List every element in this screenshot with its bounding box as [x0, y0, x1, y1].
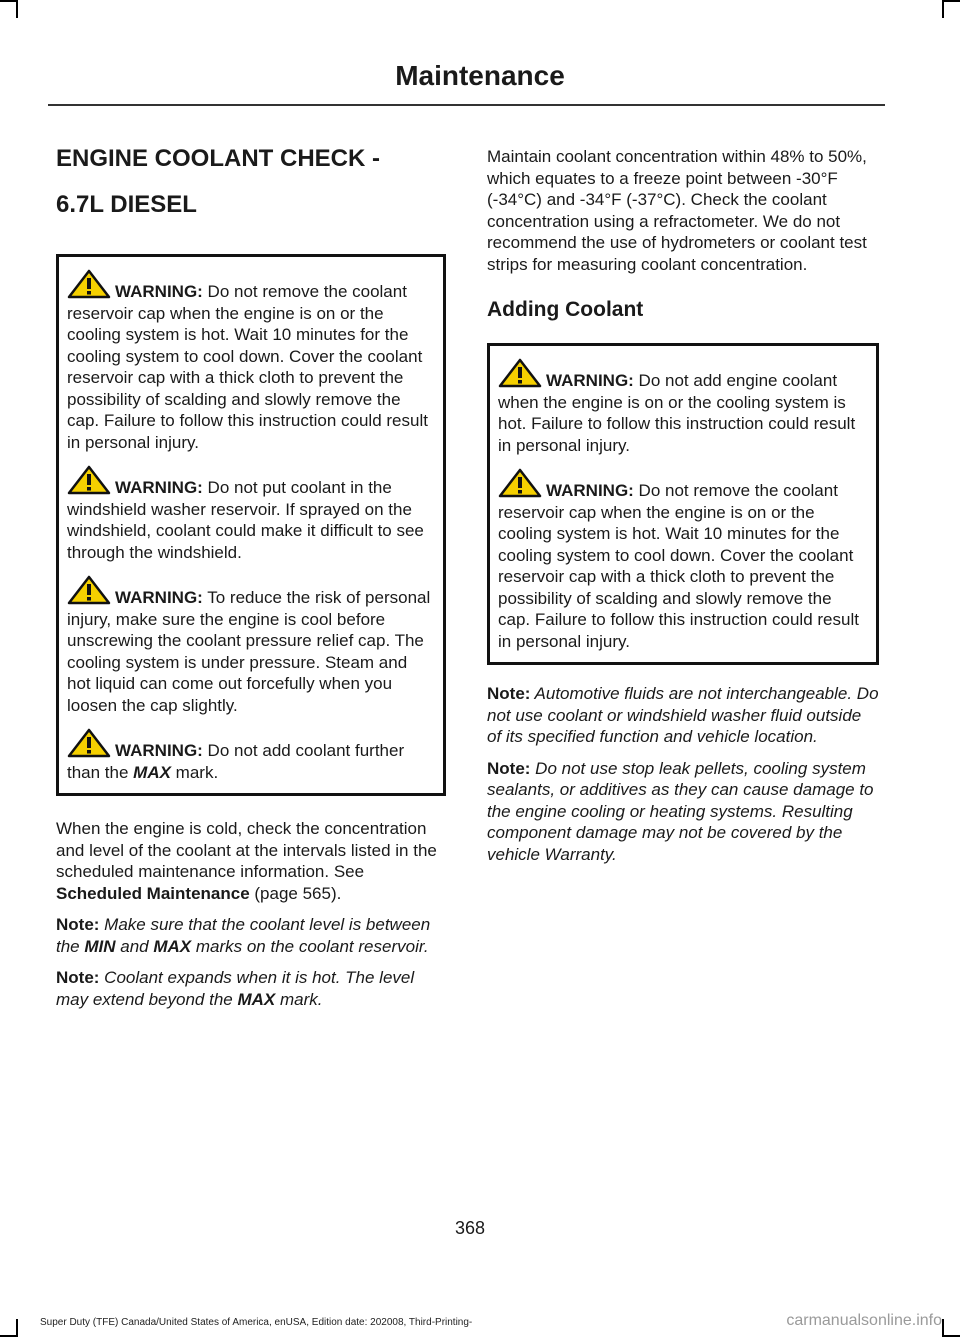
- crop-mark: [942, 0, 960, 2]
- warning-text: Do not remove the coolant reservoir cap when the engine is on or the cooling system is hot. Wait 10 minutes for the cooling system to cool down. Cover the coolant reservoir cap with a thick cloth to prevent the possibility of scalding and slowly remove the cap. Failure to follow this instruction could result in personal injury.: [498, 481, 859, 651]
- warning-item: [498, 468, 868, 652]
- max-mark-label: MAX: [153, 936, 192, 956]
- section-heading: [56, 140, 446, 224]
- max-mark-label: MAX: [133, 762, 171, 782]
- note-fluids: [487, 683, 879, 748]
- max-mark-label: MAX: [237, 989, 276, 1009]
- warning-triangle-icon: [67, 728, 111, 758]
- warning-triangle-icon: [498, 468, 542, 498]
- right-column: [487, 146, 879, 865]
- crop-mark: [942, 1319, 944, 1337]
- section-heading-line-2: 6.7L DIESEL: [56, 191, 197, 218]
- warning-box: [487, 343, 879, 665]
- warning-text: Do not put coolant in the windshield washer reservoir. If sprayed on the windshield, coolant could make it difficult to see through the windshield.: [67, 478, 424, 562]
- crop-mark: [16, 0, 18, 18]
- note-stop-leak: [487, 758, 879, 866]
- warning-box: [56, 254, 446, 796]
- warning-label: WARNING:: [115, 588, 203, 607]
- warning-label: WARNING:: [115, 282, 203, 301]
- left-column: [56, 140, 446, 1010]
- note-text: Coolant expands when it is hot. The level may extend beyond the: [56, 968, 415, 1009]
- crop-mark: [16, 1319, 18, 1337]
- page-reference: (page 565).: [249, 883, 342, 903]
- warning-text: Do not add coolant further than the: [67, 741, 405, 782]
- warning-label: WARNING:: [546, 481, 634, 500]
- warning-label: WARNING:: [546, 371, 634, 390]
- warning-text: Do not add engine coolant when the engine is on or the cooling system is hot. Failure to follow this instruction could result in personal injury.: [498, 371, 856, 455]
- crop-mark: [942, 0, 944, 18]
- coolant-check-paragraph: [56, 818, 446, 904]
- note-text: Make sure that the coolant level is between the: [56, 915, 431, 956]
- note-text: Do not use stop leak pellets, cooling system sealants, or additives as they can cause damage to the engine cooling or heating systems. Resulting component damage may not be covered by the vehicle Warranty.: [487, 758, 874, 864]
- note-label: Note:: [56, 915, 100, 934]
- warning-text: To reduce the risk of personal injury, make sure the engine is cool before unscrewing the coolant pressure relief cap. The cooling system is under pressure. Steam and hot liquid can come out forcefully when you loosen the cap slightly.: [67, 588, 431, 715]
- warning-text: Do not remove the coolant reservoir cap when the engine is on or the cooling system is hot. Wait 10 minutes for the cooling system to cool down. Cover the coolant reservoir cap with a thick cloth to prevent the possibility of scalding and slowly remove the cap. Failure to follow this instruction could result in personal injury.: [67, 282, 428, 452]
- concentration-paragraph: Maintain coolant concentration within 48% to 50%, which equates to a freeze point between -30°F (-34°C) and -34°F (-37°C). Check the coolant concentration using a refractometer. We do not recommend the use of hydrometers or coolant test strips for measuring coolant concentration.: [487, 147, 867, 274]
- warning-label: WARNING:: [115, 741, 203, 760]
- warning-item: [498, 358, 868, 456]
- warning-item: [67, 728, 435, 783]
- footer-edition-info: Super Duty (TFE) Canada/United States of America, enUSA, Edition date: 202008, Third-Printing-: [40, 1317, 473, 1328]
- warning-item: [67, 269, 435, 453]
- page-title: Maintenance: [395, 60, 565, 91]
- section-heading-line-1: ENGINE COOLANT CHECK -: [56, 145, 380, 172]
- min-mark-label: MIN: [84, 936, 116, 956]
- paragraph-text: When the engine is cold, check the concentration and level of the coolant at the intervals listed in the scheduled maintenance information. See: [56, 819, 437, 881]
- warning-text-end: mark.: [170, 762, 219, 782]
- scheduled-maintenance-link[interactable]: Scheduled Maintenance: [56, 883, 250, 903]
- warning-label: WARNING:: [115, 478, 203, 497]
- note-label: Note:: [487, 684, 531, 703]
- note-min-max: [56, 914, 446, 957]
- page-number: 368: [454, 1218, 486, 1238]
- warning-item: [67, 465, 435, 563]
- adding-coolant-heading: Adding Coolant: [487, 298, 644, 321]
- note-label: Note:: [487, 758, 531, 778]
- watermark: carmanualsonline.info: [786, 1312, 942, 1329]
- warning-triangle-icon: [67, 575, 111, 605]
- note-text: and: [115, 936, 154, 956]
- warning-item: [67, 575, 435, 716]
- warning-triangle-icon: [67, 269, 111, 299]
- note-label: Note:: [56, 968, 100, 987]
- note-text: mark.: [275, 989, 323, 1009]
- header-divider: [48, 104, 885, 106]
- note-coolant-expands: [56, 967, 446, 1010]
- warning-triangle-icon: [498, 358, 542, 388]
- warning-triangle-icon: [67, 465, 111, 495]
- note-text: Automotive fluids are not interchangeable. Do not use coolant or windshield washer fluid outside of its specified function and vehicle location.: [487, 684, 879, 746]
- note-text: marks on the coolant reservoir.: [191, 936, 429, 956]
